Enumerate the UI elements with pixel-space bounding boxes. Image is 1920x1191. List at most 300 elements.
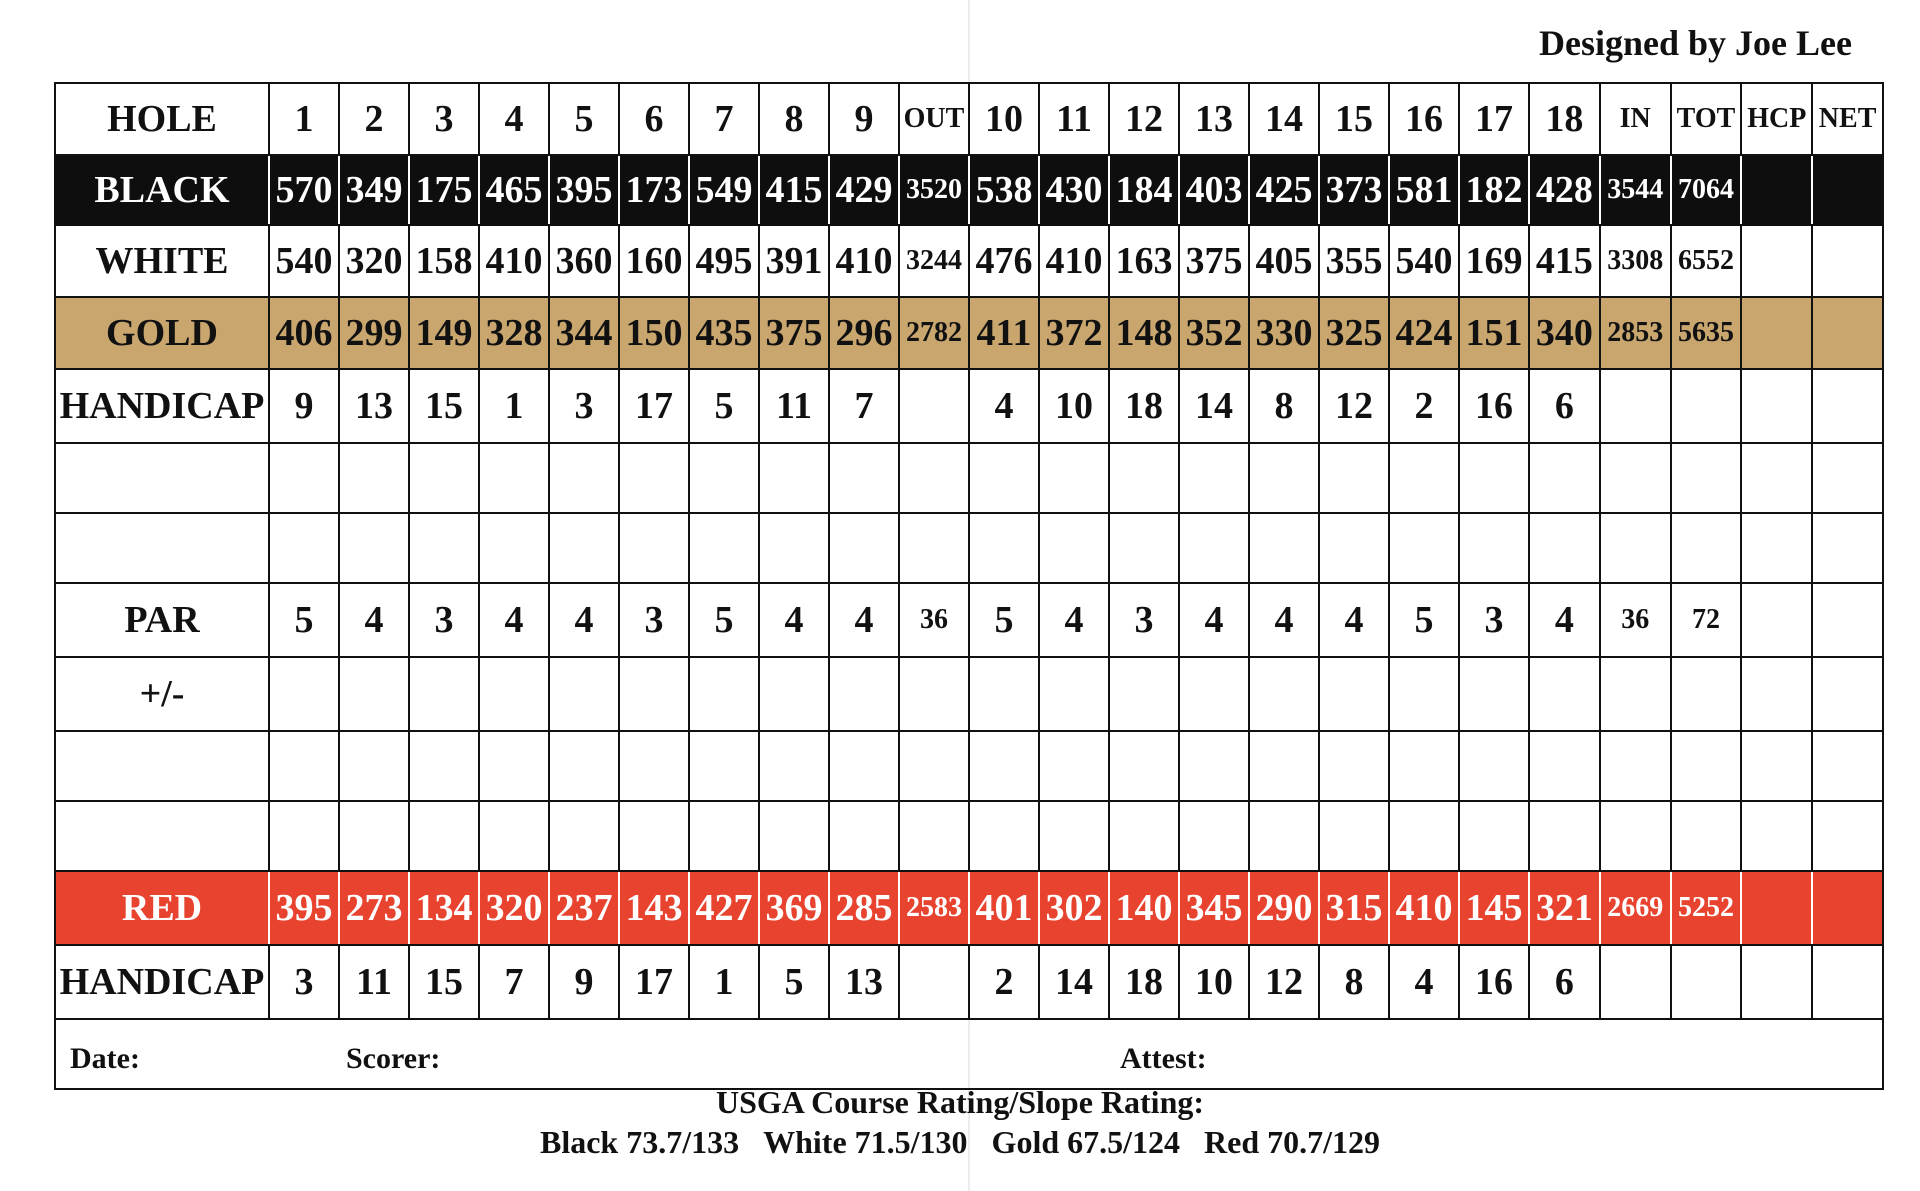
hole-header-cell: HCP: [1741, 83, 1812, 155]
row-label: HANDICAP: [55, 369, 269, 443]
score-entry-cell[interactable]: [1389, 657, 1459, 731]
score-cell: 184: [1109, 155, 1179, 225]
score-cell: 173: [619, 155, 689, 225]
score-entry-cell[interactable]: [1741, 801, 1812, 871]
score-entry-cell[interactable]: [269, 657, 339, 731]
score-entry-cell[interactable]: [339, 801, 409, 871]
score-entry-cell[interactable]: [619, 657, 689, 731]
score-entry-cell[interactable]: [479, 801, 549, 871]
score-cell: 395: [549, 155, 619, 225]
score-cell: 2: [1389, 369, 1459, 443]
score-entry-cell[interactable]: [1109, 801, 1179, 871]
score-entry-cell[interactable]: [1039, 731, 1109, 801]
score-entry-cell[interactable]: [1459, 443, 1529, 513]
score-entry-cell[interactable]: [409, 657, 479, 731]
score-cell: 145: [1459, 871, 1529, 945]
hole-header-cell: 11: [1039, 83, 1109, 155]
score-cell: 540: [269, 225, 339, 297]
score-entry-cell[interactable]: [689, 443, 759, 513]
score-entry-cell[interactable]: [409, 443, 479, 513]
score-cell: [1812, 369, 1883, 443]
score-entry-cell[interactable]: [1600, 731, 1671, 801]
white-tee-row: [55, 225, 1883, 297]
score-cell: 3: [549, 369, 619, 443]
rating-values: [0, 1124, 1920, 1161]
score-cell: 8: [1319, 945, 1389, 1019]
score-entry-cell[interactable]: [619, 731, 689, 801]
score-entry-cell[interactable]: [1671, 731, 1742, 801]
score-entry-cell[interactable]: [619, 801, 689, 871]
score-entry-cell[interactable]: [899, 657, 969, 731]
score-cell: 3520: [899, 155, 969, 225]
row-label: PAR: [55, 583, 269, 657]
score-entry-cell[interactable]: [1179, 657, 1249, 731]
score-cell: 8: [1249, 369, 1319, 443]
score-entry-cell[interactable]: [549, 443, 619, 513]
score-cell: 13: [339, 369, 409, 443]
score-entry-cell[interactable]: [549, 513, 619, 583]
score-entry-cell[interactable]: [1671, 443, 1742, 513]
row-label: HOLE: [55, 83, 269, 155]
score-entry-cell[interactable]: [969, 731, 1039, 801]
score-entry-cell[interactable]: [1529, 657, 1600, 731]
score-cell: 4: [479, 583, 549, 657]
score-cell: 320: [479, 871, 549, 945]
score-cell: [1812, 155, 1883, 225]
score-cell: 476: [969, 225, 1039, 297]
handicap-row-women: [55, 945, 1883, 1019]
score-entry-cell[interactable]: [1039, 513, 1109, 583]
row-label: GOLD: [55, 297, 269, 369]
score-cell: 5: [759, 945, 829, 1019]
score-cell: 3544: [1600, 155, 1671, 225]
score-cell: 495: [689, 225, 759, 297]
score-cell: 415: [1529, 225, 1600, 297]
score-cell: [1741, 297, 1812, 369]
score-cell: 169: [1459, 225, 1529, 297]
score-entry-cell[interactable]: [969, 801, 1039, 871]
score-cell: 4: [1179, 583, 1249, 657]
score-entry-cell[interactable]: [1459, 731, 1529, 801]
score-cell: 11: [759, 369, 829, 443]
score-entry-cell[interactable]: [409, 801, 479, 871]
hole-header-cell: 17: [1459, 83, 1529, 155]
score-entry-cell[interactable]: [1319, 443, 1389, 513]
score-entry-cell[interactable]: [1249, 731, 1319, 801]
score-cell: 2782: [899, 297, 969, 369]
score-cell: 325: [1319, 297, 1389, 369]
score-entry-cell[interactable]: [1529, 513, 1600, 583]
score-entry-cell[interactable]: [1179, 731, 1249, 801]
score-entry-cell[interactable]: [1812, 731, 1883, 801]
rating-title: USGA Course Rating/Slope Rating:: [715, 1084, 1205, 1120]
row-label: HANDICAP: [55, 945, 269, 1019]
hole-header-cell: 13: [1179, 83, 1249, 155]
score-entry-cell[interactable]: [1459, 513, 1529, 583]
score-entry-cell[interactable]: [969, 513, 1039, 583]
score-entry-cell[interactable]: [479, 731, 549, 801]
score-entry-cell[interactable]: [1389, 443, 1459, 513]
score-cell: 3: [1109, 583, 1179, 657]
score-entry-cell[interactable]: [1529, 801, 1600, 871]
score-cell: 9: [549, 945, 619, 1019]
score-entry-cell[interactable]: [269, 443, 339, 513]
score-cell: 150: [619, 297, 689, 369]
score-cell: 302: [1039, 871, 1109, 945]
score-row: [55, 801, 1883, 871]
score-cell: 5252: [1671, 871, 1742, 945]
score-cell: [899, 369, 969, 443]
score-entry-cell[interactable]: [759, 513, 829, 583]
score-cell: 424: [1389, 297, 1459, 369]
score-entry-cell[interactable]: [1249, 657, 1319, 731]
score-entry-cell[interactable]: [1179, 801, 1249, 871]
score-entry-cell[interactable]: [1389, 731, 1459, 801]
red-tee-row: [55, 871, 1883, 945]
score-cell: 1: [479, 369, 549, 443]
score-cell: 4: [1249, 583, 1319, 657]
score-entry-cell[interactable]: [479, 657, 549, 731]
score-cell: 410: [479, 225, 549, 297]
score-cell: 375: [759, 297, 829, 369]
score-cell: 3: [1459, 583, 1529, 657]
gold-tee-row: [55, 297, 1883, 369]
score-cell: 355: [1319, 225, 1389, 297]
score-entry-cell[interactable]: [1039, 657, 1109, 731]
score-entry-cell[interactable]: [759, 801, 829, 871]
score-entry-cell[interactable]: [339, 657, 409, 731]
score-entry-cell[interactable]: [479, 513, 549, 583]
score-entry-cell[interactable]: [1109, 443, 1179, 513]
score-entry-cell[interactable]: [1249, 443, 1319, 513]
score-entry-cell[interactable]: [969, 657, 1039, 731]
attest-label: Attest:: [1120, 1042, 1207, 1075]
score-entry-cell[interactable]: [1459, 657, 1529, 731]
score-cell: [1671, 369, 1742, 443]
score-entry-cell[interactable]: [1741, 657, 1812, 731]
row-label: [55, 443, 269, 513]
score-entry-cell[interactable]: [1109, 731, 1179, 801]
score-cell: 7: [479, 945, 549, 1019]
score-cell: 320: [339, 225, 409, 297]
score-cell: 6: [1529, 945, 1600, 1019]
score-entry-cell[interactable]: [619, 513, 689, 583]
score-entry-cell[interactable]: [339, 731, 409, 801]
score-entry-cell[interactable]: [829, 731, 899, 801]
score-cell: 1: [689, 945, 759, 1019]
score-entry-cell[interactable]: [339, 443, 409, 513]
hole-header-cell: 9: [829, 83, 899, 155]
score-cell: 7064: [1671, 155, 1742, 225]
score-cell: 16: [1459, 369, 1529, 443]
score-cell: 2: [969, 945, 1039, 1019]
score-cell: 10: [1179, 945, 1249, 1019]
score-cell: 360: [549, 225, 619, 297]
par-row: [55, 583, 1883, 657]
score-entry-cell[interactable]: [1109, 657, 1179, 731]
hole-header-cell: 6: [619, 83, 689, 155]
hole-header-cell: 3: [409, 83, 479, 155]
score-entry-cell[interactable]: [549, 801, 619, 871]
hole-header-cell: 10: [969, 83, 1039, 155]
score-entry-cell[interactable]: [1459, 801, 1529, 871]
score-cell: 3: [619, 583, 689, 657]
score-entry-cell[interactable]: [899, 513, 969, 583]
score-cell: 13: [829, 945, 899, 1019]
score-cell: 134: [409, 871, 479, 945]
score-cell: 330: [1249, 297, 1319, 369]
score-entry-cell[interactable]: [1389, 513, 1459, 583]
score-row: [55, 731, 1883, 801]
score-cell: 2853: [1600, 297, 1671, 369]
handicap-row-men: [55, 369, 1883, 443]
score-entry-cell[interactable]: [1741, 731, 1812, 801]
score-cell: 17: [619, 945, 689, 1019]
score-cell: 17: [619, 369, 689, 443]
score-entry-cell[interactable]: [1812, 513, 1883, 583]
score-cell: 395: [269, 871, 339, 945]
score-entry-cell[interactable]: [1109, 513, 1179, 583]
score-cell: [1812, 871, 1883, 945]
score-cell: 372: [1039, 297, 1109, 369]
score-cell: 160: [619, 225, 689, 297]
signature-cell[interactable]: [55, 1019, 1883, 1089]
row-label: BLACK: [55, 155, 269, 225]
score-cell: [1741, 871, 1812, 945]
score-cell: 4: [1319, 583, 1389, 657]
score-cell: [1812, 297, 1883, 369]
hole-header-cell: 15: [1319, 83, 1389, 155]
hole-header-cell: 1: [269, 83, 339, 155]
score-entry-cell[interactable]: [899, 731, 969, 801]
score-entry-cell[interactable]: [1812, 443, 1883, 513]
score-cell: 340: [1529, 297, 1600, 369]
score-cell: 3308: [1600, 225, 1671, 297]
score-entry-cell[interactable]: [1319, 801, 1389, 871]
score-entry-cell[interactable]: [829, 657, 899, 731]
score-entry-cell[interactable]: [269, 801, 339, 871]
hole-header-cell: 4: [479, 83, 549, 155]
score-cell: 143: [619, 871, 689, 945]
score-cell: 410: [1389, 871, 1459, 945]
score-cell: 425: [1249, 155, 1319, 225]
score-cell: 4: [549, 583, 619, 657]
score-entry-cell[interactable]: [1600, 801, 1671, 871]
score-cell: 429: [829, 155, 899, 225]
score-cell: 328: [479, 297, 549, 369]
hole-header-cell: 14: [1249, 83, 1319, 155]
score-cell: 5: [269, 583, 339, 657]
score-entry-cell[interactable]: [1179, 513, 1249, 583]
score-entry-cell[interactable]: [339, 513, 409, 583]
score-cell: 7: [829, 369, 899, 443]
score-entry-cell[interactable]: [689, 513, 759, 583]
score-cell: 581: [1389, 155, 1459, 225]
score-cell: 391: [759, 225, 829, 297]
score-cell: 15: [409, 369, 479, 443]
score-cell: 182: [1459, 155, 1529, 225]
score-entry-cell[interactable]: [969, 443, 1039, 513]
score-cell: 5: [689, 369, 759, 443]
score-entry-cell[interactable]: [829, 513, 899, 583]
score-entry-cell[interactable]: [1319, 513, 1389, 583]
score-cell: 299: [339, 297, 409, 369]
score-cell: 415: [759, 155, 829, 225]
score-cell: 406: [269, 297, 339, 369]
hole-header-cell: 18: [1529, 83, 1600, 155]
score-entry-cell[interactable]: [1249, 513, 1319, 583]
score-cell: 352: [1179, 297, 1249, 369]
score-row: [55, 513, 1883, 583]
scorecard-table: [54, 82, 1884, 1090]
score-entry-cell[interactable]: [899, 443, 969, 513]
score-entry-cell[interactable]: [1600, 513, 1671, 583]
score-cell: [1600, 945, 1671, 1019]
row-label: WHITE: [55, 225, 269, 297]
score-cell: 163: [1109, 225, 1179, 297]
score-entry-cell[interactable]: [899, 801, 969, 871]
score-entry-cell[interactable]: [1039, 801, 1109, 871]
score-cell: 5635: [1671, 297, 1742, 369]
score-entry-cell[interactable]: [1671, 801, 1742, 871]
score-entry-cell[interactable]: [1249, 801, 1319, 871]
hole-header-cell: 7: [689, 83, 759, 155]
score-cell: 5: [1389, 583, 1459, 657]
score-entry-cell[interactable]: [759, 731, 829, 801]
score-cell: 151: [1459, 297, 1529, 369]
score-entry-cell[interactable]: [1529, 731, 1600, 801]
score-cell: 465: [479, 155, 549, 225]
score-cell: 403: [1179, 155, 1249, 225]
score-entry-cell[interactable]: [829, 801, 899, 871]
score-cell: 410: [829, 225, 899, 297]
score-cell: 237: [549, 871, 619, 945]
score-entry-cell[interactable]: [1319, 657, 1389, 731]
score-entry-cell[interactable]: [1529, 443, 1600, 513]
score-entry-cell[interactable]: [1319, 731, 1389, 801]
row-label: RED: [55, 871, 269, 945]
score-cell: 16: [1459, 945, 1529, 1019]
score-entry-cell[interactable]: [829, 443, 899, 513]
score-cell: 3: [269, 945, 339, 1019]
score-entry-cell[interactable]: [549, 731, 619, 801]
score-cell: [1741, 945, 1812, 1019]
score-cell: 36: [1600, 583, 1671, 657]
score-cell: 175: [409, 155, 479, 225]
score-entry-cell[interactable]: [269, 513, 339, 583]
score-cell: 6552: [1671, 225, 1742, 297]
hole-header-cell: 16: [1389, 83, 1459, 155]
score-entry-cell[interactable]: [549, 657, 619, 731]
score-entry-cell[interactable]: [689, 657, 759, 731]
score-entry-cell[interactable]: [1741, 513, 1812, 583]
score-cell: 14: [1039, 945, 1109, 1019]
score-cell: 14: [1179, 369, 1249, 443]
score-entry-cell[interactable]: [1039, 443, 1109, 513]
score-entry-cell[interactable]: [1600, 657, 1671, 731]
score-entry-cell[interactable]: [619, 443, 689, 513]
score-cell: 9: [269, 369, 339, 443]
scorer-label: Scorer:: [346, 1042, 441, 1075]
score-entry-cell[interactable]: [1812, 801, 1883, 871]
score-entry-cell[interactable]: [1812, 657, 1883, 731]
score-cell: 435: [689, 297, 759, 369]
hole-header-cell: TOT: [1671, 83, 1742, 155]
score-entry-cell[interactable]: [409, 513, 479, 583]
score-entry-cell[interactable]: [409, 731, 479, 801]
score-cell: 290: [1249, 871, 1319, 945]
hole-header-cell: 5: [549, 83, 619, 155]
score-cell: 12: [1319, 369, 1389, 443]
score-entry-cell[interactable]: [1671, 657, 1742, 731]
score-cell: 15: [409, 945, 479, 1019]
score-cell: 6: [1529, 369, 1600, 443]
score-cell: 296: [829, 297, 899, 369]
row-label: [55, 801, 269, 871]
score-entry-cell[interactable]: [479, 443, 549, 513]
hole-header-cell: OUT: [899, 83, 969, 155]
score-cell: 538: [969, 155, 1039, 225]
score-cell: [1741, 225, 1812, 297]
score-cell: 427: [689, 871, 759, 945]
score-cell: 410: [1039, 225, 1109, 297]
score-cell: 3: [409, 583, 479, 657]
hole-header-cell: 2: [339, 83, 409, 155]
score-cell: 405: [1249, 225, 1319, 297]
score-entry-cell[interactable]: [759, 443, 829, 513]
score-cell: 345: [1179, 871, 1249, 945]
score-cell: 4: [1529, 583, 1600, 657]
score-cell: 5: [969, 583, 1039, 657]
score-entry-cell[interactable]: [1741, 443, 1812, 513]
score-cell: [1812, 945, 1883, 1019]
hole-header-cell: 12: [1109, 83, 1179, 155]
score-cell: [1741, 155, 1812, 225]
date-label: Date:: [70, 1042, 140, 1075]
score-cell: 140: [1109, 871, 1179, 945]
score-entry-cell[interactable]: [1671, 513, 1742, 583]
hole-header-cell: NET: [1812, 83, 1883, 155]
score-cell: 72: [1671, 583, 1742, 657]
score-entry-cell[interactable]: [759, 657, 829, 731]
score-cell: 11: [339, 945, 409, 1019]
rating-gold: Gold 67.5/124: [991, 1124, 1181, 1160]
score-cell: 10: [1039, 369, 1109, 443]
score-cell: 18: [1109, 945, 1179, 1019]
score-row: [55, 443, 1883, 513]
score-cell: 430: [1039, 155, 1109, 225]
rating-red: Red 70.7/129: [1204, 1124, 1381, 1160]
hole-header-cell: IN: [1600, 83, 1671, 155]
score-entry-cell[interactable]: [1600, 443, 1671, 513]
score-cell: 4: [969, 369, 1039, 443]
score-cell: 4: [759, 583, 829, 657]
score-cell: 4: [829, 583, 899, 657]
score-cell: 4: [339, 583, 409, 657]
score-cell: [1600, 369, 1671, 443]
score-cell: 401: [969, 871, 1039, 945]
score-cell: 2583: [899, 871, 969, 945]
score-cell: 321: [1529, 871, 1600, 945]
score-entry-cell[interactable]: [689, 731, 759, 801]
score-cell: 373: [1319, 155, 1389, 225]
score-cell: 18: [1109, 369, 1179, 443]
score-entry-cell[interactable]: [269, 731, 339, 801]
score-entry-cell[interactable]: [689, 801, 759, 871]
score-entry-cell[interactable]: [1179, 443, 1249, 513]
hole-row: [55, 83, 1883, 155]
score-entry-cell[interactable]: [1389, 801, 1459, 871]
